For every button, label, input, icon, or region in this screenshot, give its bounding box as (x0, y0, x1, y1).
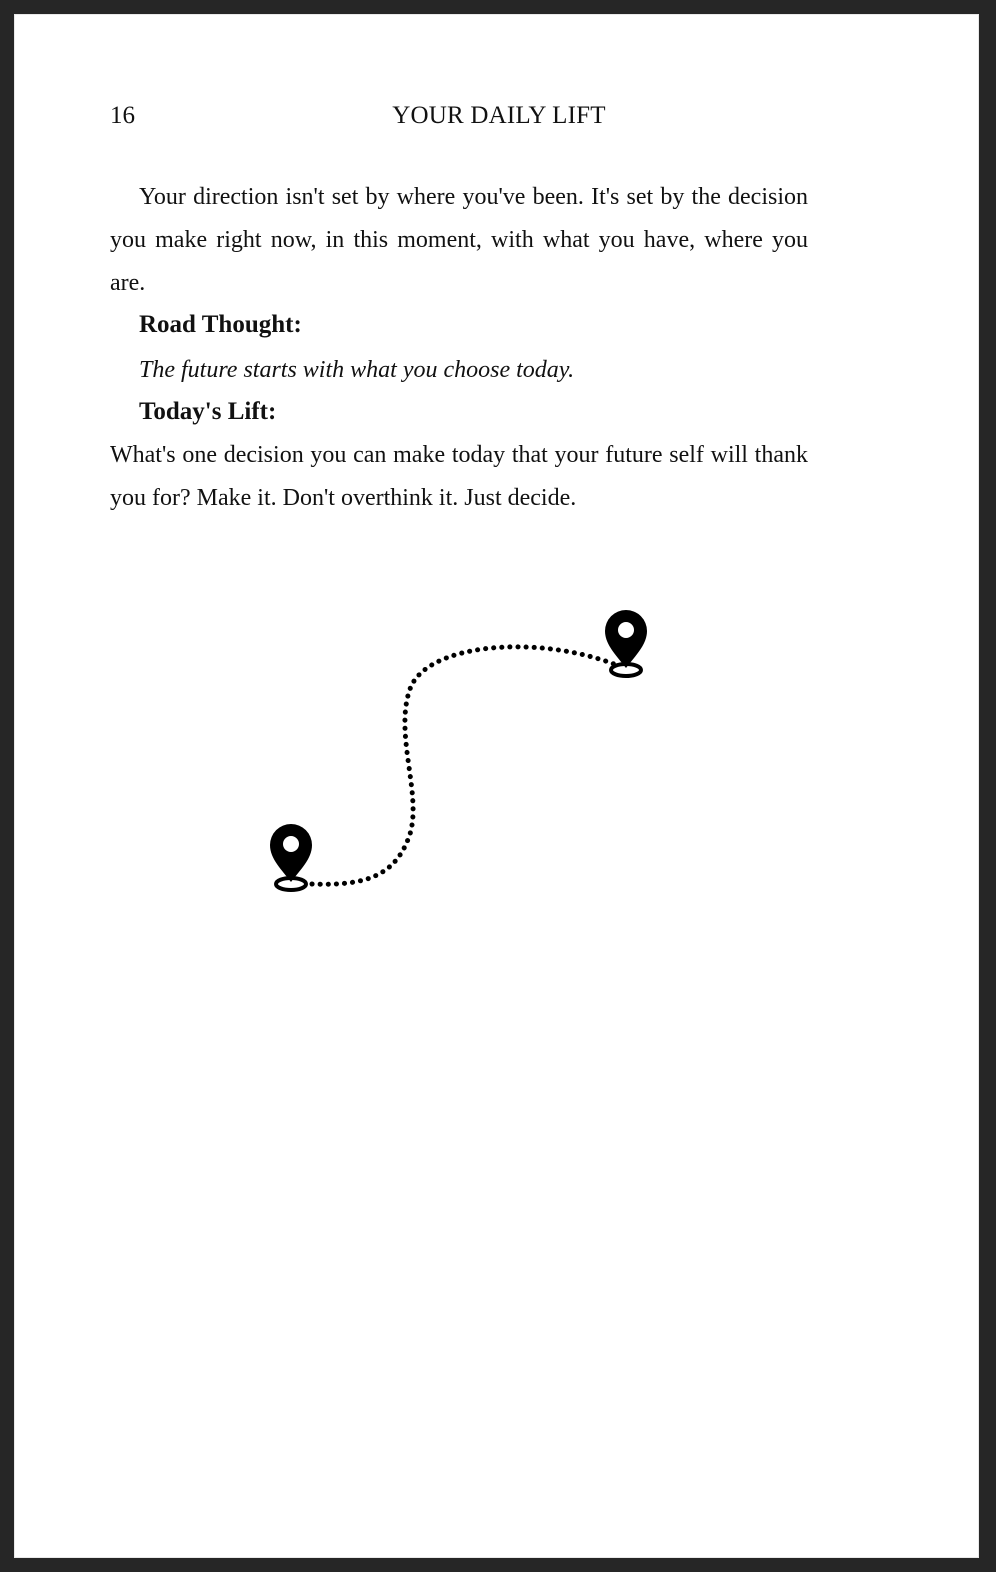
road-thought-text: The future starts with what you choose today. (139, 357, 575, 383)
dotted-route-path (312, 647, 614, 884)
todays-lift-heading: Today's Lift: (139, 398, 277, 425)
book-page (14, 14, 979, 1558)
end-location-pin-icon (605, 610, 647, 676)
running-head-title: YOUR DAILY LIFT (392, 102, 606, 129)
start-location-pin-icon (270, 824, 312, 890)
body-paragraph: Your direction isn't set by where you've been. It's set by the decision you make right now, in this moment, with what you have, where you are. (110, 184, 808, 296)
road-thought-heading: Road Thought: (139, 311, 302, 338)
todays-lift-text: What's one decision you can make today that your future self will thank you for? Make it. Don't overthink it. Just decide. (110, 442, 808, 511)
page-number: 16 (110, 102, 135, 129)
